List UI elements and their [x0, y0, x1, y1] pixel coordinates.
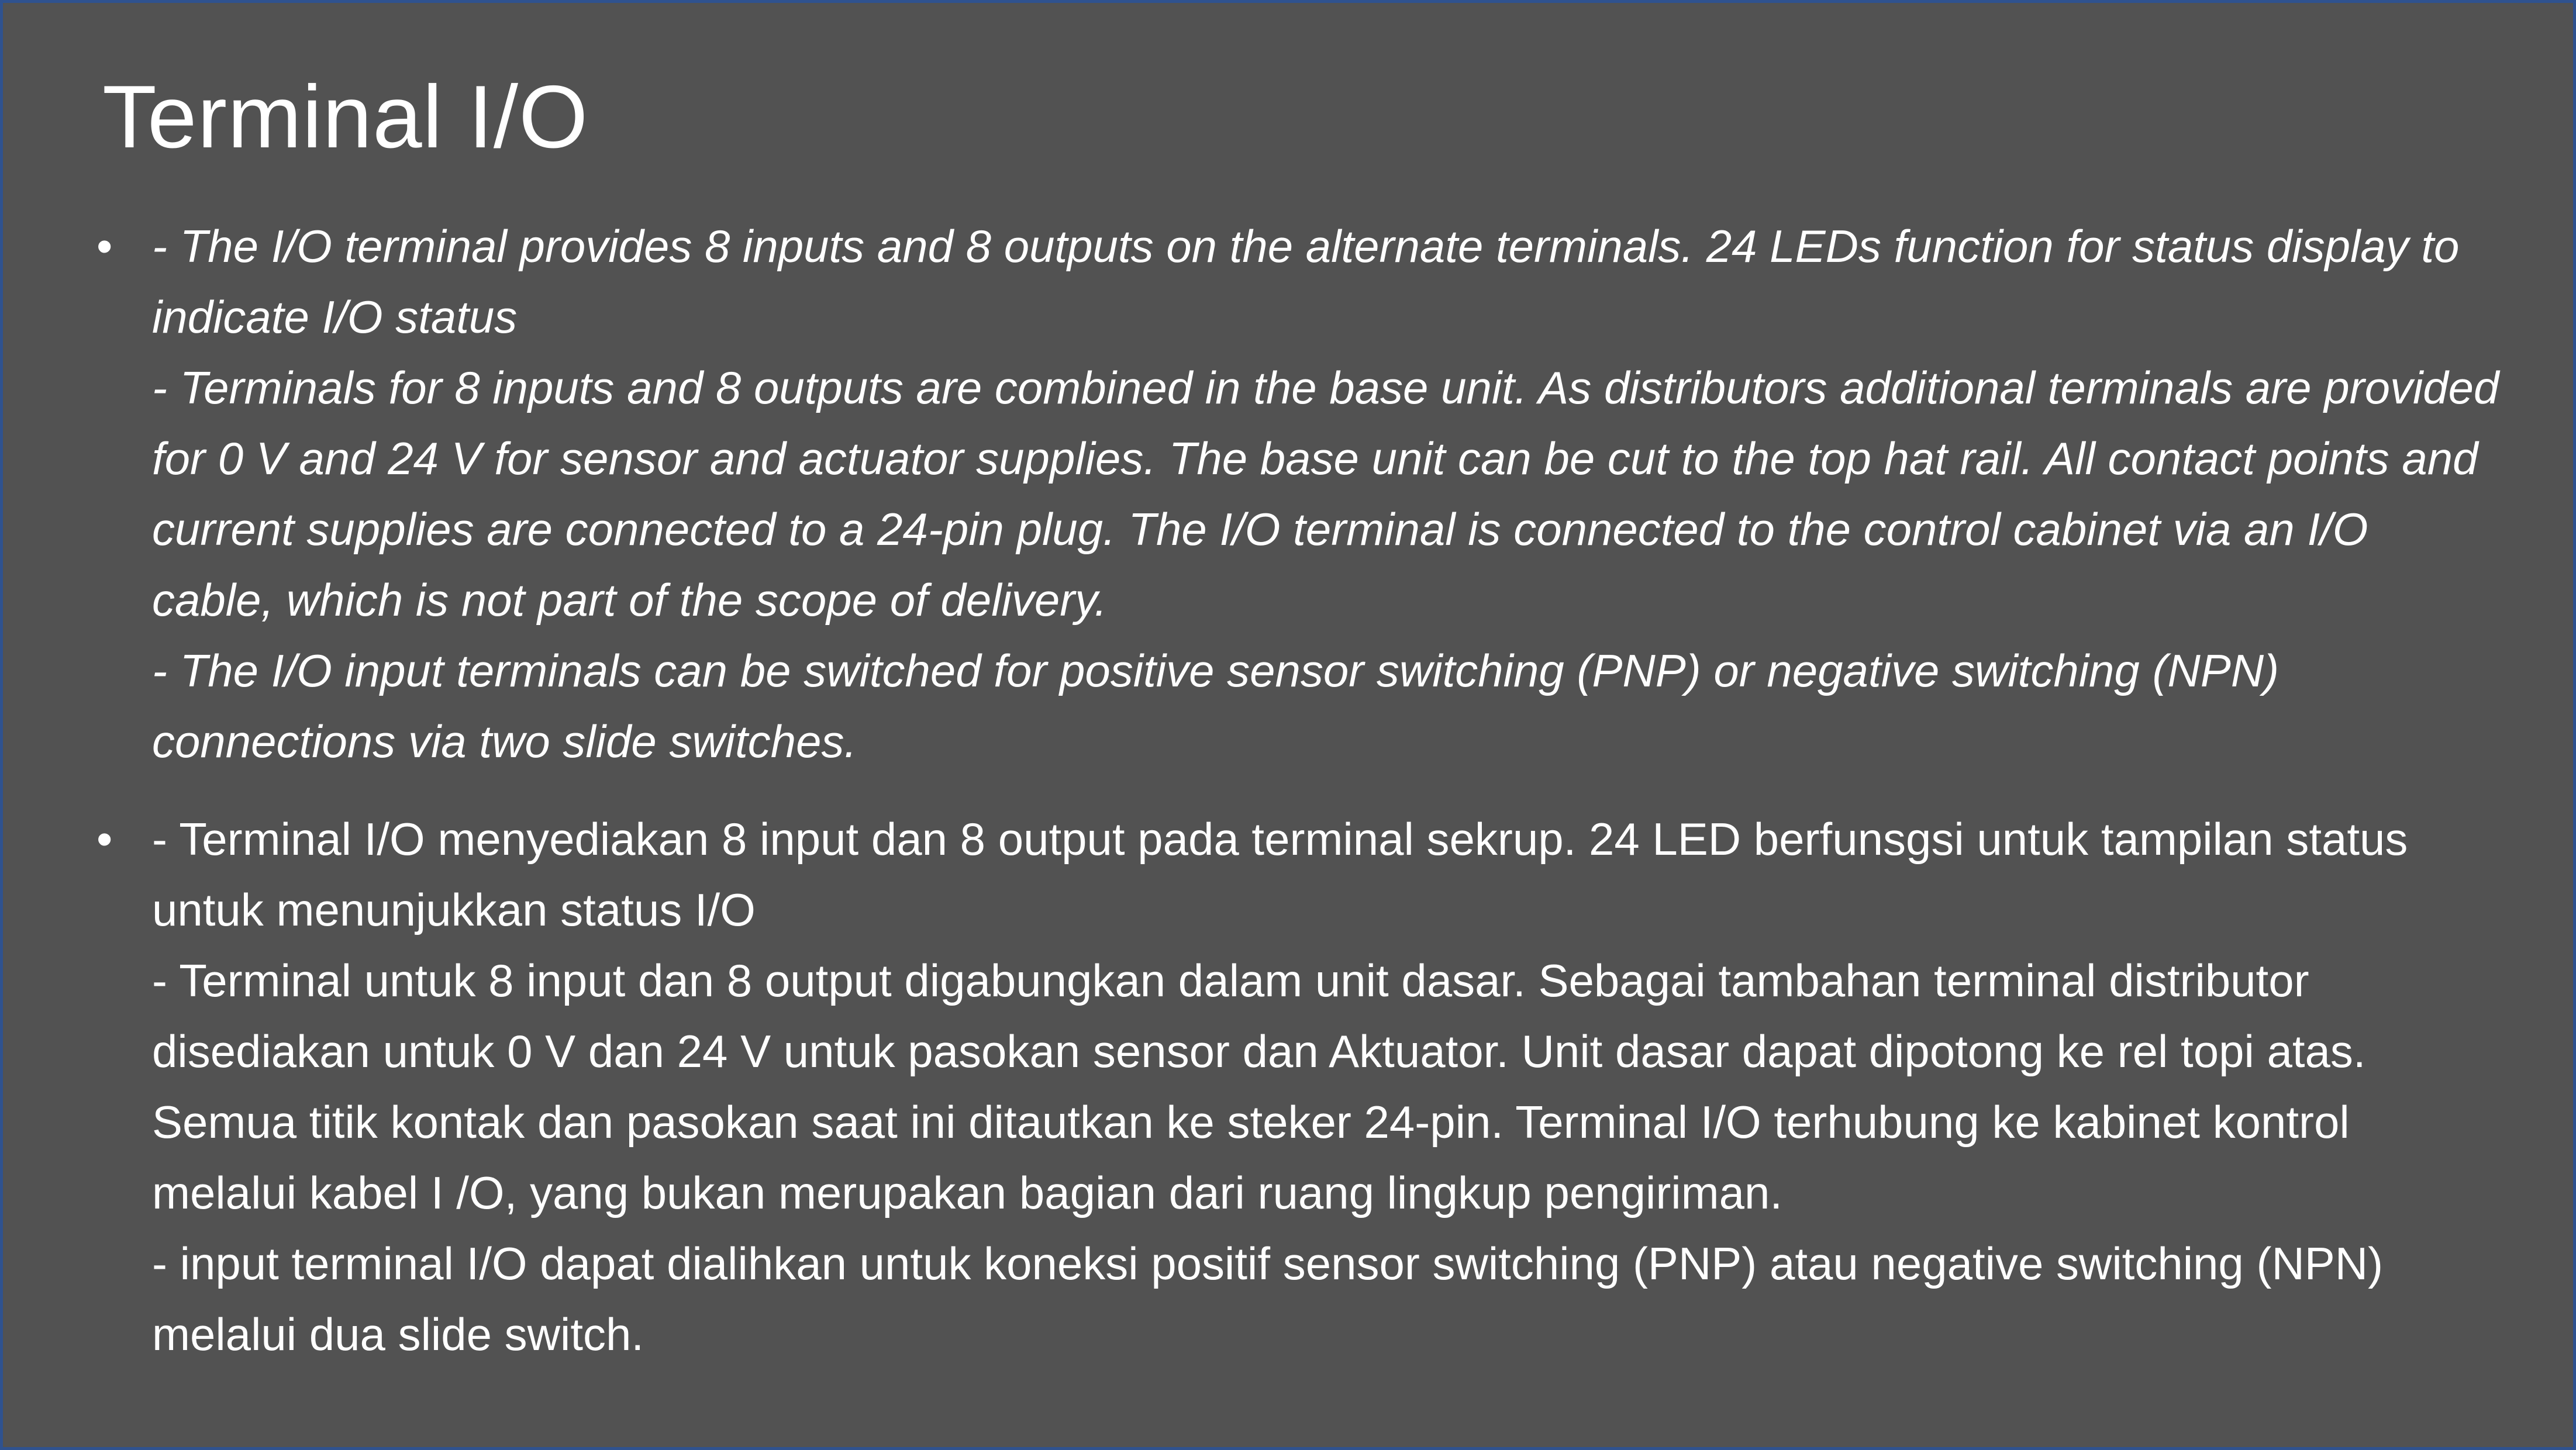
bullet-marker: • — [96, 813, 113, 865]
bullet-paragraph: - The I/O input terminals can be switched for positive sensor switching (PNP) or negative switching (NPN) connections via two slide switches. — [152, 645, 2280, 767]
bullet-paragraph: - input terminal I/O dapat dialihkan untuk koneksi positif sensor switching (PNP) atau negative switching (NPN) melalui dua slide switch. — [152, 1238, 2384, 1360]
bullet-english — [96, 211, 2500, 777]
bullet-paragraph: - Terminal untuk 8 input dan 8 output digabungkan dalam unit dasar. Sebagai tambahan terminal distributor disediakan untuk 0 V dan 24 V untuk pasokan sensor dan Aktuator. Unit dasar dapat dipotong ke rel topi atas. Semua titik kontak dan pasokan saat ini ditautkan ke steker 24-pin. Terminal I/O terhubung ke kabinet kontrol melalui kabel I /O, yang bukan merupakan bagian dari ruang lingkup pengiriman. — [152, 955, 2366, 1218]
slide-title: Terminal I/O — [102, 67, 589, 167]
bullet-indonesian — [96, 804, 2500, 1370]
bullet-paragraph: - Terminal I/O menyediakan 8 input dan 8 output pada terminal sekrup. 24 LED berfunsgsi untuk tampilan status untuk menunjukkan status I/O — [152, 813, 2408, 935]
bullet-marker: • — [96, 220, 113, 272]
bullet-list — [96, 211, 2500, 1370]
bullet-paragraph: - Terminals for 8 inputs and 8 outputs are combined in the base unit. As distributors additional terminals are provided for 0 V and 24 V for sensor and actuator supplies. The base unit can be cut to the top hat rail. All contact points and current supplies are connected to a 24-pin plug. The I/O terminal is connected to the control cabinet via an I/O cable, which is not part of the scope of delivery. — [152, 362, 2499, 626]
bullet-paragraph: - The I/O terminal provides 8 inputs and 8 outputs on the alternate terminals. 24 LEDs function for status display to indicate I/O status — [152, 220, 2460, 343]
